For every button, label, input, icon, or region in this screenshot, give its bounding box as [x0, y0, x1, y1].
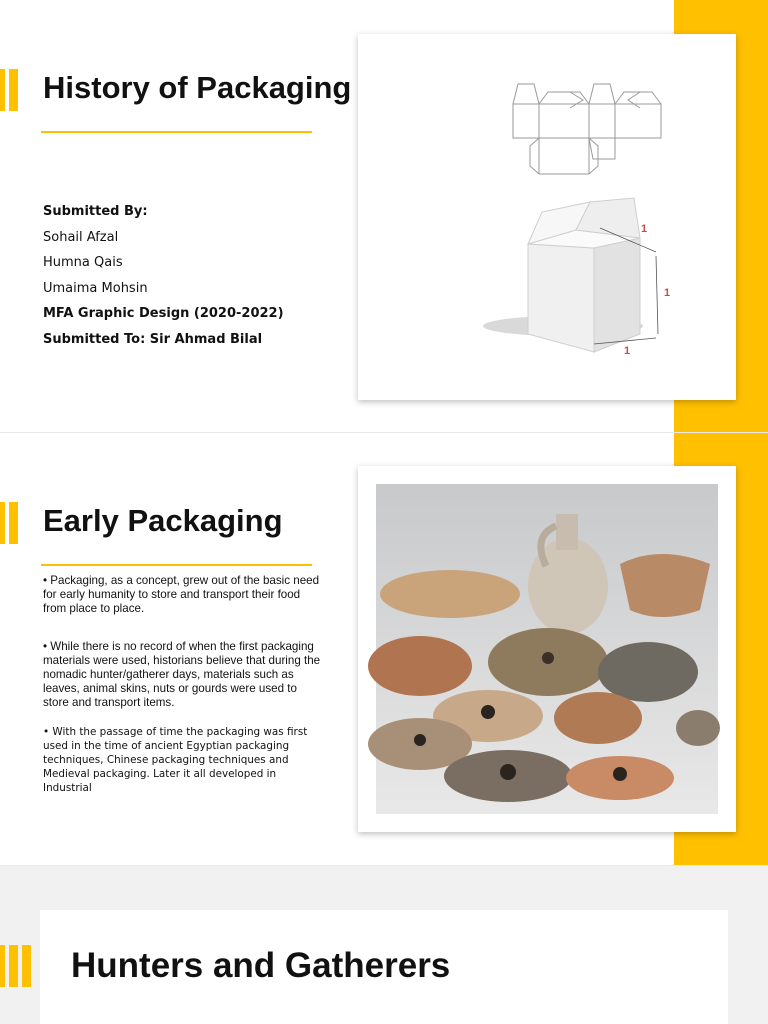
submitted-to-label: Submitted To: Sir Ahmad Bilal: [43, 331, 263, 347]
credits-block: [43, 199, 284, 352]
accent-marks: [0, 945, 31, 987]
title-underline: [41, 131, 312, 133]
author-name: Humna Qais: [43, 255, 123, 270]
bullet-list: [43, 574, 321, 820]
slide-history-of-packaging: [0, 0, 768, 432]
box-dieline-icon: [358, 34, 736, 400]
clay-vessels-image: [358, 466, 736, 832]
submitted-by-label: Submitted By:: [43, 204, 148, 219]
program-label: MFA Graphic Design (2020-2022): [43, 306, 284, 321]
dimension-label: 1: [624, 345, 631, 357]
slide-early-packaging: [0, 433, 768, 865]
author-name: Umaima Mohsin: [43, 280, 148, 296]
bullet-item: • With the passage of time the packaging was first used in the time of ancient Egyptian packaging techniques, Chinese packaging techniques and Medieval packaging. Later it all developed in Industrial: [43, 726, 308, 794]
bullet-item: • Packaging, as a concept, grew out of the basic need for early humanity to store and transport their food from place to place.: [43, 574, 320, 615]
dimension-label: 1: [641, 223, 648, 235]
pottery-photo: [358, 466, 736, 832]
dimension-label: 1: [664, 287, 671, 299]
author-name: Sohail Afzal: [43, 229, 119, 245]
accent-marks: [0, 69, 18, 111]
title-underline: [41, 564, 312, 566]
slide-title: History of Packaging: [43, 70, 352, 105]
slide-title: Early Packaging: [43, 503, 283, 538]
box-dieline-image: [358, 34, 736, 400]
slide-title: Hunters and Gatherers: [71, 946, 451, 985]
slide-hunters-and-gatherers: [0, 866, 768, 1024]
bullet-item: • While there is no record of when the first packaging materials were used, historians believe that during the nomadic hunter/gatherer days, materials such as leaves, animal skins, nuts or gourds were used to store and transport items.: [43, 640, 321, 709]
accent-marks: [0, 502, 18, 544]
